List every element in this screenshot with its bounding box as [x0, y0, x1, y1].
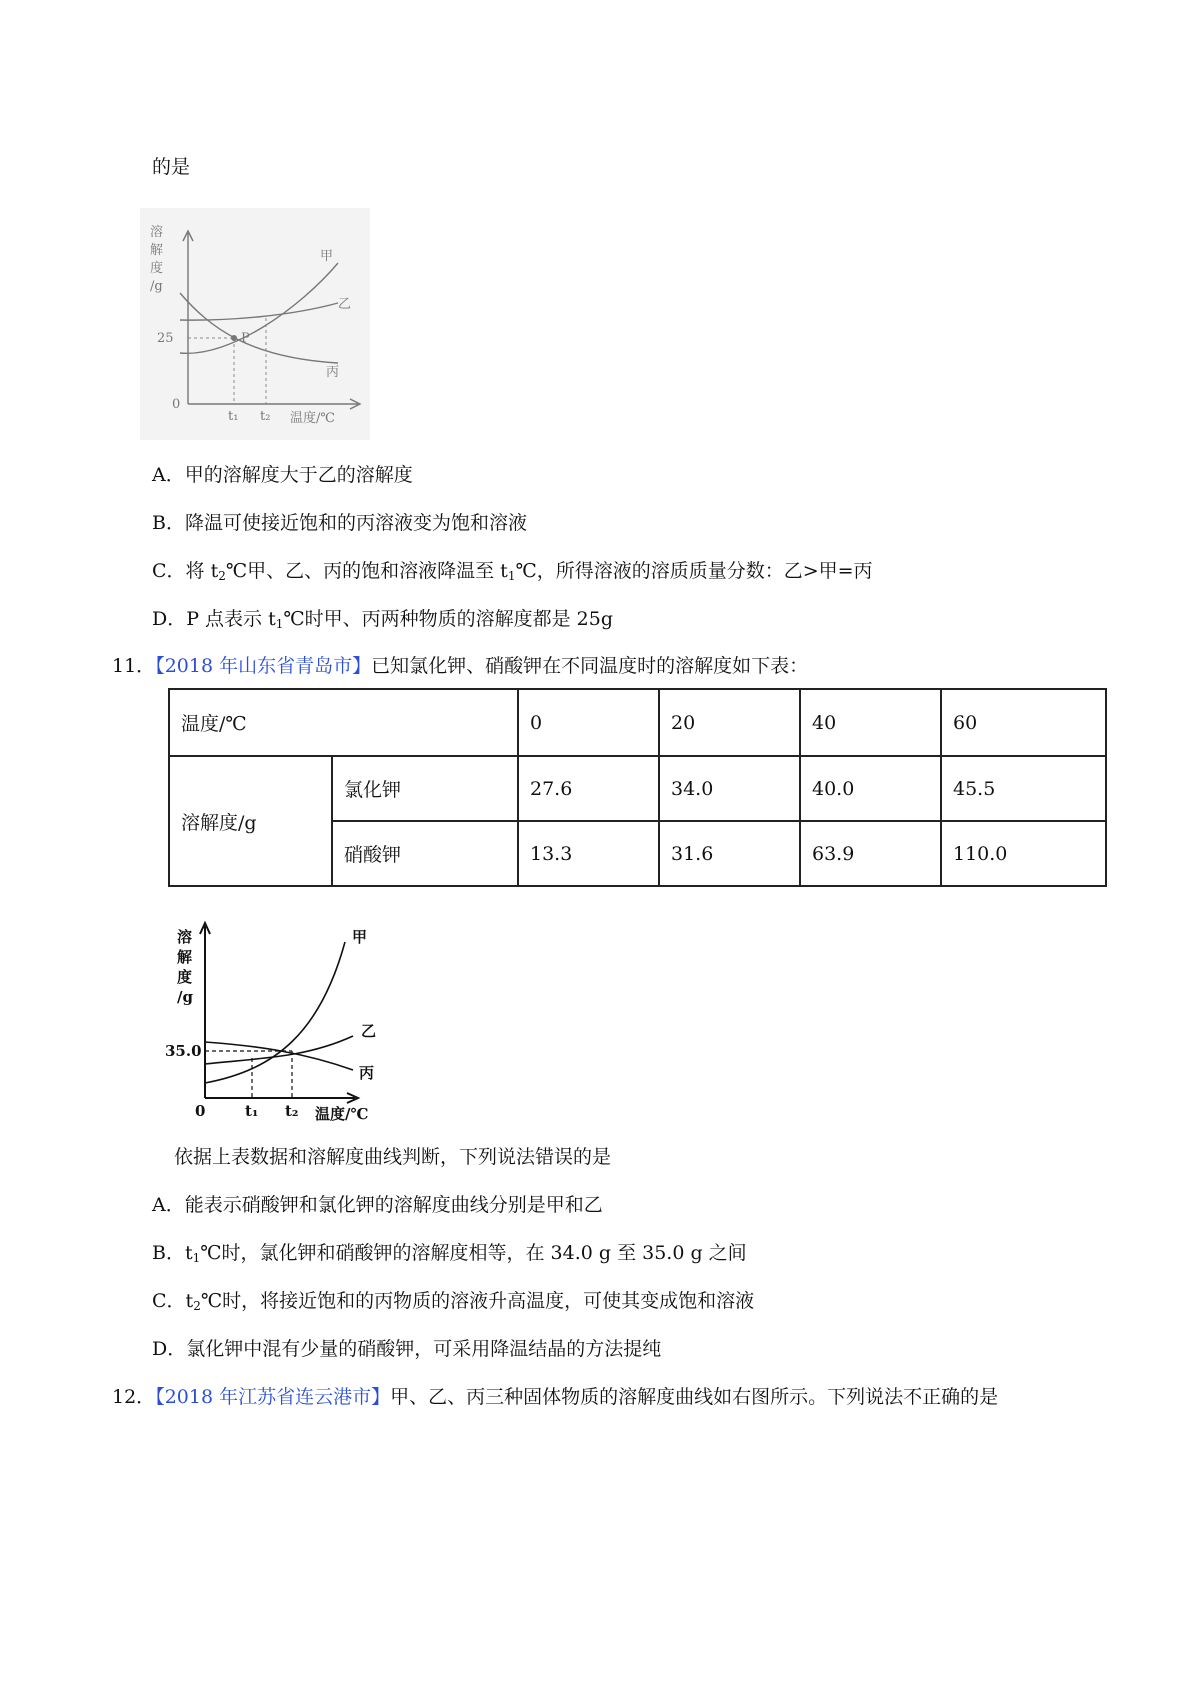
- q10-option-b: [152, 509, 527, 537]
- q10-option-d-pre: P 点表示 t: [186, 608, 276, 630]
- q11-option-d: [152, 1335, 661, 1363]
- q11-intro: 依据上表数据和溶解度曲线判断，下列说法错误的是: [174, 1146, 612, 1168]
- q11-ylabel-4: /g: [177, 988, 193, 1006]
- q11-option-c-sub: 2: [193, 1299, 201, 1313]
- table-cell: 34.0: [659, 756, 800, 821]
- q10-option-a-text: 甲的溶解度大于乙的溶解度: [184, 464, 413, 486]
- q11-option-b: [152, 1239, 747, 1272]
- q10-stem-tail: 的是: [152, 156, 191, 178]
- q11-option-a: [152, 1191, 603, 1219]
- table-cell: 63.9: [800, 821, 941, 886]
- q11-option-b-pre: t: [184, 1242, 193, 1264]
- q11-xtick-t1: t₁: [245, 1102, 259, 1120]
- q10-xtick-t1: t₁: [228, 409, 239, 424]
- table-temp-60: 60: [941, 689, 1106, 756]
- q10-xlabel: 温度/℃: [290, 411, 335, 426]
- q11-curve-label-jia: 甲: [352, 928, 368, 946]
- q11-solubility-figure: [165, 918, 405, 1123]
- solubility-table: [168, 688, 1107, 887]
- q12-stem-text: 甲、乙、丙三种固体物质的溶解度曲线如右图所示。下列说法不正确的是: [390, 1386, 999, 1408]
- q10-ylabel-1: 溶: [150, 225, 164, 240]
- q11-ylabel-2: 解: [177, 948, 193, 966]
- q11-option-b-label: B．: [152, 1242, 185, 1264]
- q11-source: 【2018 年山东省青岛市】: [155, 655, 372, 677]
- q10-solubility-figure: [140, 208, 370, 440]
- q10-option-c-post: ℃，所得溶液的溶质质量分数：乙>甲=丙: [515, 560, 873, 582]
- q12-stem: [112, 1383, 998, 1411]
- q10-chart-svg: [140, 208, 370, 440]
- q10-ytick-25: 25: [157, 331, 174, 346]
- q10-ylabel-3: 度: [150, 261, 164, 276]
- q10-option-c-mid: ℃甲、乙、丙的饱和溶液降温至 t: [225, 560, 508, 582]
- q11-option-d-text: 氯化钾中混有少量的硝酸钾，可采用降温结晶的方法提纯: [186, 1338, 662, 1360]
- q11-option-c-pre: t: [185, 1290, 194, 1312]
- q11-curve-label-bing: 丙: [359, 1064, 375, 1082]
- table-cell: 27.6: [518, 756, 659, 821]
- q11-option-a-label: A．: [152, 1194, 185, 1216]
- q10-option-d-post: ℃时甲、丙两种物质的溶解度都是 25g: [283, 608, 614, 630]
- table-cell: 45.5: [941, 756, 1106, 821]
- q11-xtick-t2: t₂: [285, 1102, 299, 1120]
- q11-option-d-label: D．: [152, 1338, 187, 1360]
- q10-option-c-pre: 将 t: [185, 560, 219, 582]
- table-temp-40: 40: [800, 689, 941, 756]
- q10-option-c: [152, 557, 873, 590]
- q11-ylabel-3: 度: [177, 968, 193, 986]
- q12-source: 【2018 年江苏省连云港市】: [155, 1386, 391, 1408]
- q10-option-d: [152, 605, 613, 638]
- q11-ytick-35: 35.0: [165, 1042, 202, 1060]
- q11-option-b-post: ℃时，氯化钾和硝酸钾的溶解度相等，在 34.0 g 至 35.0 g 之间: [200, 1242, 747, 1264]
- table-row-group-solubility: 溶解度/g: [169, 756, 332, 886]
- q11-origin: 0: [195, 1102, 206, 1120]
- q11-option-a-text: 能表示硝酸钾和氯化钾的溶解度曲线分别是甲和乙: [184, 1194, 603, 1216]
- q11-option-c: [152, 1287, 754, 1320]
- q10-curve-label-yi: 乙: [338, 297, 352, 312]
- q11-stem-text: 已知氯化钾、硝酸钾在不同温度时的溶解度如下表：: [371, 655, 809, 677]
- q11-chart-svg: [165, 918, 405, 1123]
- table-row-kcl-name: 氯化钾: [332, 756, 518, 821]
- q10-ylabel-4: /g: [150, 279, 163, 294]
- q11-xlabel: 温度/℃: [315, 1105, 369, 1123]
- q10-option-a: [152, 461, 413, 489]
- q10-ylabel-2: 解: [150, 243, 164, 258]
- q11-stem: [112, 652, 808, 680]
- q10-point-p-marker: [231, 335, 237, 341]
- q11-option-b-sub: 1: [192, 1251, 201, 1265]
- q11-number: 11．: [112, 655, 156, 677]
- q10-option-b-label: B．: [152, 512, 185, 534]
- q10-option-c-sub1: 2: [218, 569, 226, 583]
- q10-option-c-sub2: 1: [507, 569, 516, 583]
- table-cell: 110.0: [941, 821, 1106, 886]
- table-cell: 40.0: [800, 756, 941, 821]
- q10-option-d-label: D．: [152, 608, 187, 630]
- q10-curve-label-jia: 甲: [320, 249, 334, 264]
- q10-point-label: P: [241, 331, 250, 346]
- table-header-temp: 温度/℃: [169, 689, 518, 756]
- q11-curve-label-yi: 乙: [361, 1022, 377, 1040]
- q10-option-d-sub: 1: [275, 617, 284, 631]
- q10-option-a-label: A．: [152, 464, 185, 486]
- q10-curve-label-bing: 丙: [326, 365, 340, 380]
- q10-xtick-t2: t₂: [260, 409, 271, 424]
- q11-option-c-post: ℃时，将接近饱和的丙物质的溶液升高温度，可使其变成饱和溶液: [200, 1290, 755, 1312]
- q11-option-c-label: C．: [152, 1290, 186, 1312]
- table-temp-20: 20: [659, 689, 800, 756]
- table-temp-0: 0: [518, 689, 659, 756]
- table-cell: 13.3: [518, 821, 659, 886]
- q11-ylabel-1: 溶: [177, 928, 193, 946]
- table-cell: 31.6: [659, 821, 800, 886]
- q12-number: 12．: [112, 1386, 156, 1408]
- table-row-kno3-name: 硝酸钾: [332, 821, 518, 886]
- q10-origin: 0: [172, 397, 181, 412]
- q10-option-c-label: C．: [152, 560, 186, 582]
- q10-option-b-text: 降温可使接近饱和的丙溶液变为饱和溶液: [184, 512, 527, 534]
